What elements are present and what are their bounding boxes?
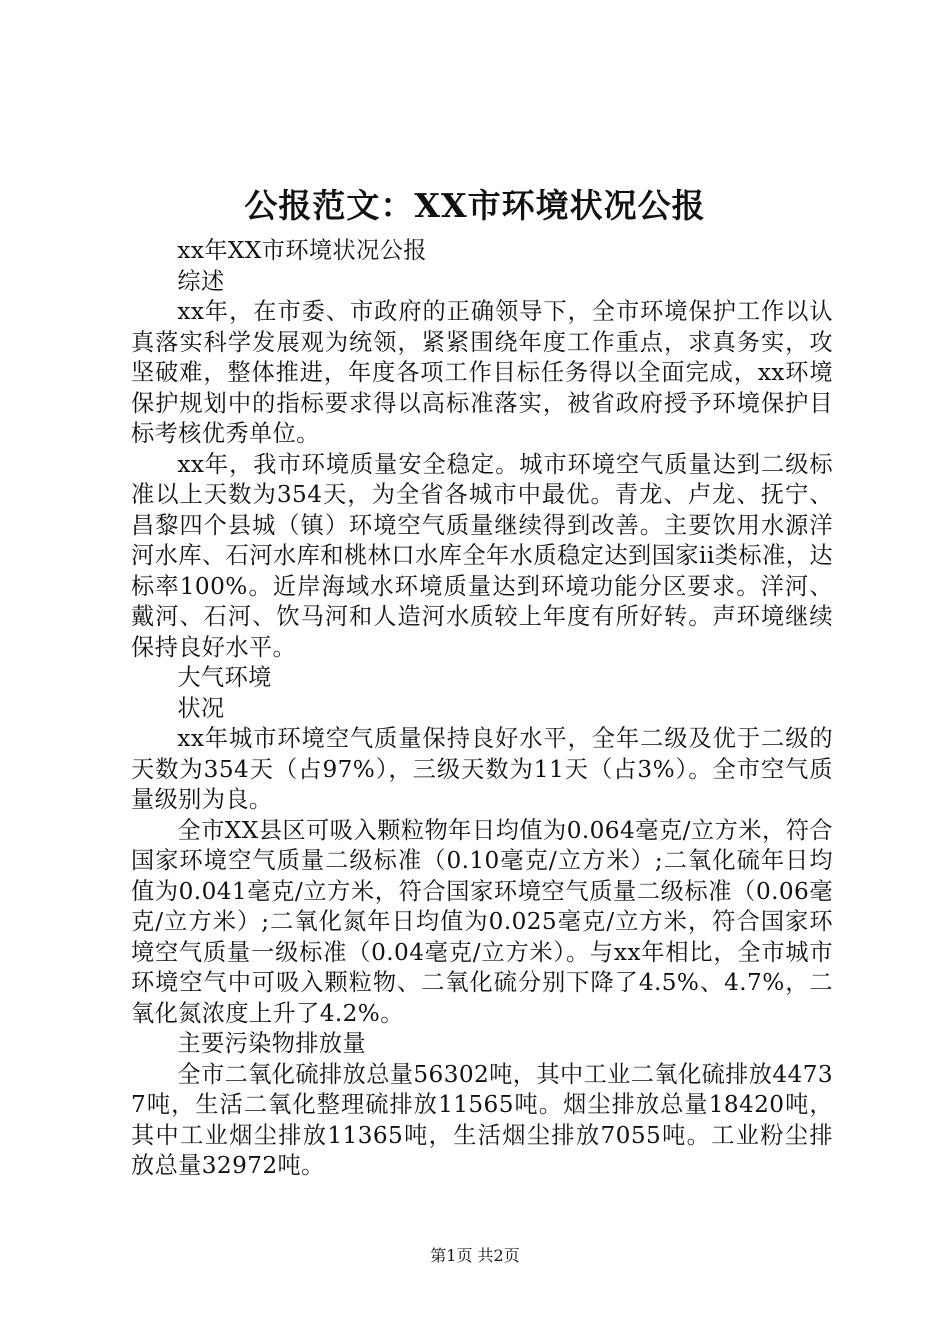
subsection-heading-status: 状况 — [177, 694, 225, 722]
paragraph-air-quality: xx年城市环境空气质量保持良好水平，全年二级及优于二级的天数为354天（占97%），三级天数为11天（占3%）。全市空气质量级别为良。 — [131, 725, 833, 813]
document-title: 公报范文：XX市环境状况公报 — [244, 186, 706, 225]
paragraph-overview: xx年，在市委、市政府的正确领导下，全市环境保护工作以认真落实科学发展观为统领，紧紧围绕年度工作重点，求真务实，攻坚破难，整体推进，年度各项工作目标任务得以全面完成，xx环境保护规划中的指标要求得以高标准落实，被省政府授予环境保护目标考核优秀单位。 — [131, 298, 833, 447]
section-heading-atmosphere: 大气环境 — [177, 664, 272, 691]
document-body — [131, 236, 833, 1182]
section-heading-overview: 综述 — [177, 267, 225, 295]
subsection-heading-emissions: 主要污染物排放量 — [177, 1030, 367, 1057]
paragraph-environment-quality: xx年，我市环境质量安全稳定。城市环境空气质量达到二级标准以上天数为354天，为全省各城市中最优。青龙、卢龙、抚宁、昌黎四个县城（镇）环境空气质量继续得到改善。主要饮用水源洋河水库、石河水库和桃林口水库全年水质稳定达到国家ii类标准，达标率100%。近岸海域水环境质量达到环境功能分区要求。洋河、戴河、石河、饮马河和人造河水质较上年度有所好转。声环境继续保持良好水平。 — [131, 450, 833, 661]
page-number-footer: 第1页 共2页 — [430, 1246, 520, 1265]
report-subtitle: xx年XX市环境状况公报 — [177, 237, 427, 264]
paragraph-emissions: 全市二氧化硫排放总量56302吨，其中工业二氧化硫排放44737吨，生活二氧化整理硫排放11565吨。烟尘排放总量18420吨，其中工业烟尘排放11365吨，生活烟尘排放7055吨。工业粉尘排放总量32972吨。 — [131, 1060, 833, 1179]
paragraph-pollutant-concentrations: 全市XX县区可吸入颗粒物年日均值为0.064毫克/立方米，符合国家环境空气质量二级标准（0.10毫克/立方米）;二氧化硫年日均值为0.041毫克/立方米，符合国家环境空气质量二级标准（0.06毫克/立方米）;二氧化氮年日均值为0.025毫克/立方米，符合国家环境空气质量一级标准（0.04毫克/立方米）。与xx年相比，全市城市环境空气中可吸入颗粒物、二氧化硫分别下降了4.5%、4.7%，二氧化氮浓度上升了4.2%。 — [131, 816, 833, 1027]
